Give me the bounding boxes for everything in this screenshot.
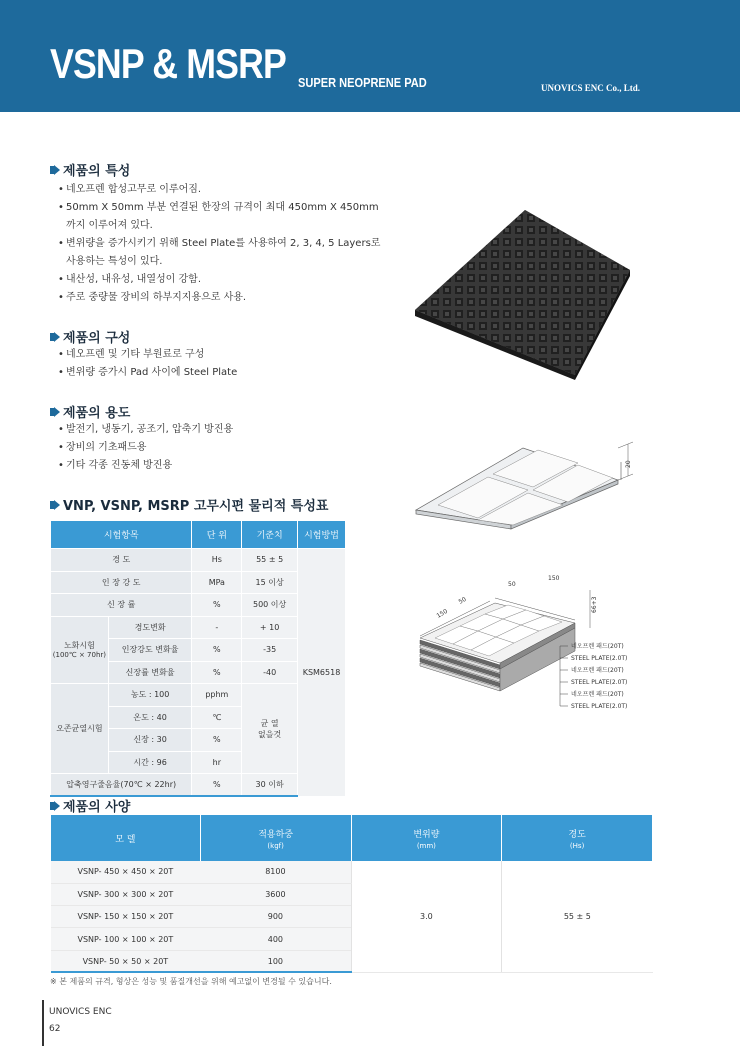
layer-label: STEEL PLATE(2.0T): [571, 703, 628, 710]
usage-title: 제품의 용도: [63, 406, 131, 421]
dim-w2-label: 150: [548, 575, 560, 582]
composition-heading: [50, 327, 130, 346]
stacked-pad-diagram: [380, 568, 640, 723]
neoprene-pad-photo: [405, 200, 640, 380]
list-item: • 내산성, 내유성, 내열성이 강함.: [58, 271, 380, 289]
product-spec-table: [50, 815, 653, 973]
test-method-cell: KSM6518: [298, 549, 346, 797]
table-row: 시간 : 96 hr: [51, 751, 346, 774]
page-number: 62: [49, 1024, 61, 1034]
list-item: 까지 이루어져 있다.: [66, 220, 153, 231]
features-list: [58, 181, 380, 307]
disclaimer-note: ※ 본 제품의 규격, 형상은 성능 및 품질개선을 위해 예고없이 변경될 수 있습니다.: [50, 977, 332, 986]
composition-list: [58, 346, 237, 382]
aging-group-cell: 노화시험 (100℃ × 70hr): [51, 616, 109, 684]
list-item: • 네오프렌 및 기타 부원료로 구성: [58, 346, 237, 364]
list-item: • 기타 각종 진동체 방진용: [58, 457, 233, 475]
list-item: • 네오프렌 합성고무로 이루어짐.: [58, 181, 380, 199]
usage-heading: [50, 402, 130, 421]
table-row: 노화시험 (100℃ × 70hr) 경도변화 - + 10: [51, 616, 346, 639]
table-row: 신장률 변화율 % -40: [51, 661, 346, 684]
table-row: 인장강도 변화율 % -35: [51, 639, 346, 662]
ozone-group-cell: 오존균열시험: [51, 684, 109, 774]
displacement-value: 3.0: [351, 861, 502, 972]
layer-label: STEEL PLATE(2.0T): [571, 655, 628, 662]
list-item: • 장비의 기초패드용: [58, 439, 233, 457]
features-title: 제품의 특성: [63, 164, 131, 179]
dim-small2-label: 50: [508, 581, 516, 588]
spec-table-heading: [50, 495, 328, 514]
list-item: • 변위량을 증가시키기 위해 Steel Plate를 사용하여 2, 3, 4, 5 Layers로: [58, 235, 380, 253]
layer-label: 네오프렌 패드(20T): [571, 691, 624, 698]
table-row: VSNP- 300 × 300 × 20T 3600: [51, 883, 653, 905]
header-unit: 단 위: [192, 521, 242, 549]
usage-list: [58, 421, 233, 475]
table-row: VSNP- 450 × 450 × 20T 8100 3.0 55 ± 5: [51, 861, 653, 883]
section-bullet-icon: [50, 332, 60, 342]
section-bullet-icon: [50, 165, 60, 175]
composition-title: 제품의 구성: [63, 331, 131, 346]
dim-w1-label: 150: [435, 607, 449, 620]
features-heading: [50, 160, 130, 179]
table-row: VSNP- 150 × 150 × 20T 900: [51, 906, 653, 928]
list-item: • 변위량 증가시 Pad 사이에 Steel Plate: [58, 364, 237, 382]
table-row: 압축영구줄음율(70℃ × 22hr) % 30 이하: [51, 774, 346, 797]
section-bullet-icon: [50, 801, 60, 811]
header-model: 모 델: [51, 815, 201, 861]
list-item: • 발전기, 냉동기, 공조기, 압축기 방진용: [58, 421, 233, 439]
dim-stack-label: 66+3: [591, 596, 598, 613]
company-name: UNOVICS ENC Co., Ltd.: [541, 83, 641, 93]
physical-properties-table: [50, 520, 346, 797]
header-hardness: 경도 (Hs): [502, 815, 653, 861]
table-row: VSNP- 50 × 50 × 20T 100: [51, 950, 653, 972]
table-row: 온도 : 40 ℃: [51, 706, 346, 729]
table-row: VSNP- 100 × 100 × 20T 400: [51, 928, 653, 950]
page-title: VSNP & MSRP: [50, 40, 286, 87]
table-row: 경 도 Hs 55 ± 5 KSM6518: [51, 549, 346, 572]
header-load: 적용하중 (kgf): [200, 815, 351, 861]
ozone-value-cell: 균 열 없을것: [242, 684, 298, 774]
single-pad-diagram: [408, 430, 638, 530]
product-spec-title: 제품의 사양: [63, 800, 131, 815]
dim-small1-label: 50: [457, 595, 468, 606]
header-method: 시험방법: [298, 521, 346, 549]
spec-table-title: VNP, VSNP, MSRP 고무시편 물리적 특성표: [63, 499, 329, 514]
footer-company: UNOVICS ENC: [49, 1007, 112, 1017]
layer-label: STEEL PLATE(2.0T): [571, 679, 628, 686]
section-bullet-icon: [50, 500, 60, 510]
table-row: 인 장 강 도 MPa 15 이상: [51, 571, 346, 594]
footer-divider: [42, 1000, 44, 1046]
table-row: 신 장 률 % 500 이상: [51, 594, 346, 617]
list-item: • 주로 중량물 장비의 하부지지용으로 사용.: [58, 289, 380, 307]
table-row: 신장 : 30 %: [51, 729, 346, 752]
header-test-item: 시험항목: [51, 521, 192, 549]
list-item: • 50mm X 50mm 부분 연결된 한장의 규격이 최대 450mm X 450mm: [58, 199, 380, 217]
table-row: 오존균열시험 농도 : 100 pphm 균 열 없을것: [51, 684, 346, 707]
page-subtitle: SUPER NEOPRENE PAD: [298, 75, 427, 90]
layer-label: 네오프렌 패드(20T): [571, 643, 624, 650]
header-standard: 기준치: [242, 521, 298, 549]
list-item: 사용하는 특성이 있다.: [66, 256, 163, 267]
hardness-value: 55 ± 5: [502, 861, 653, 972]
layer-label: 네오프렌 패드(20T): [571, 667, 624, 674]
section-bullet-icon: [50, 407, 60, 417]
dim-height-label: 20: [625, 460, 632, 468]
header-banner: [0, 0, 740, 112]
header-displacement: 변위량 (mm): [351, 815, 502, 861]
product-spec-heading: [50, 796, 130, 815]
